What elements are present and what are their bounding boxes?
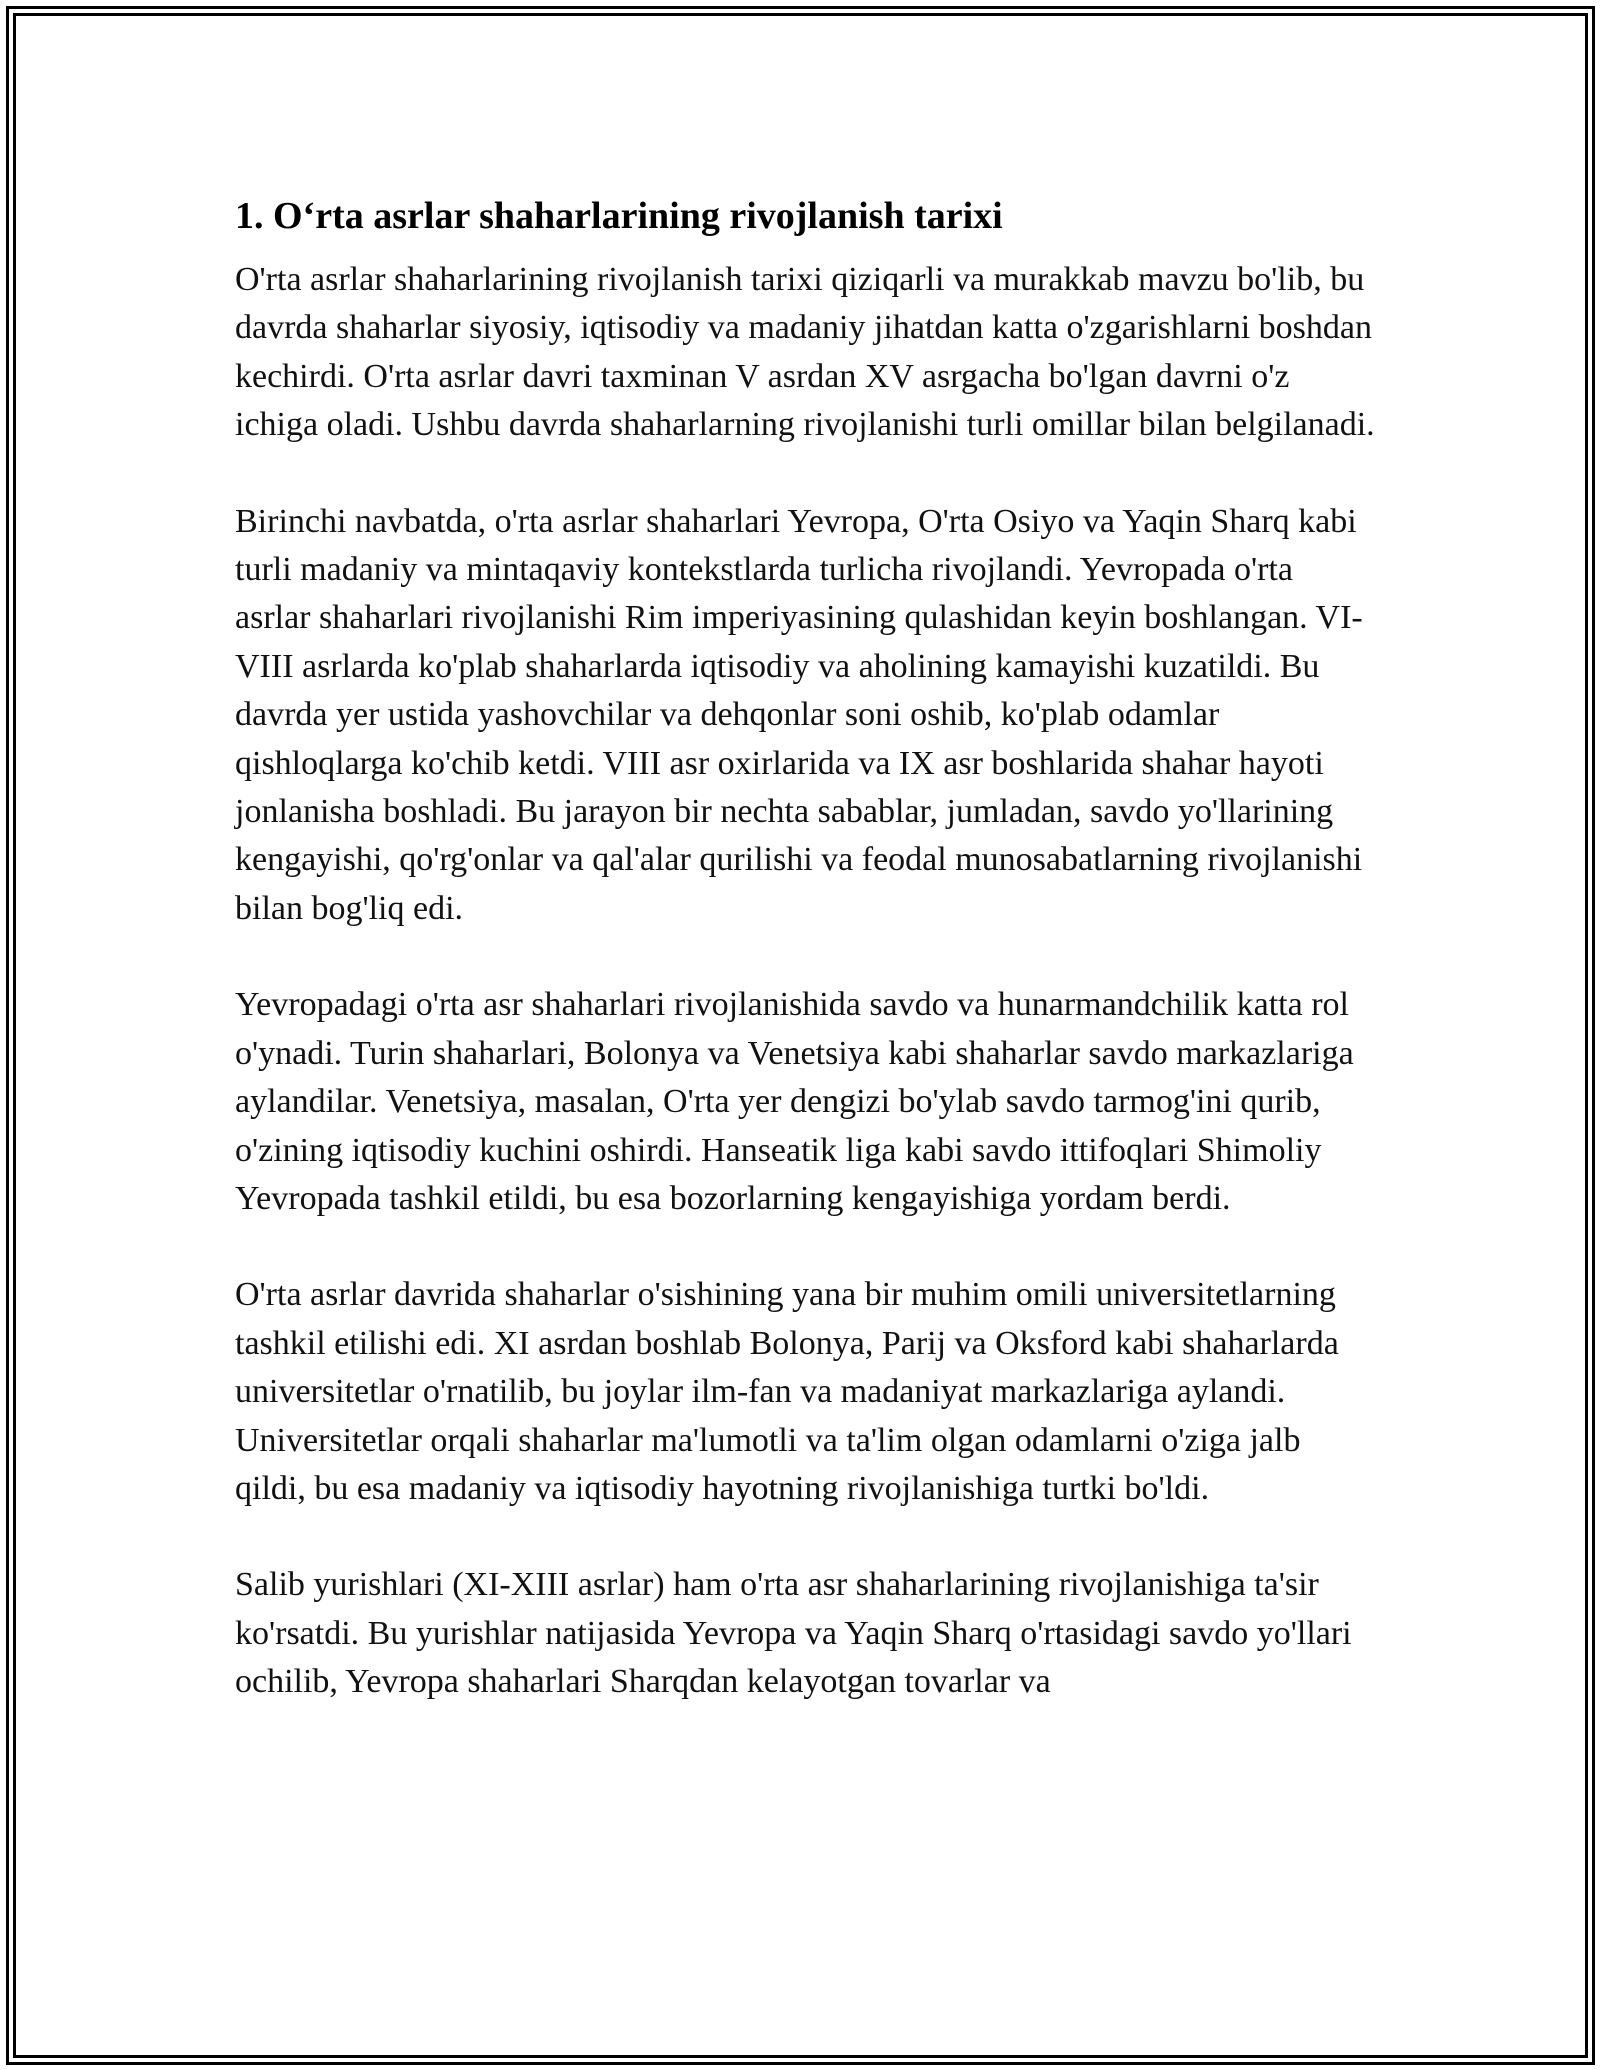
paragraph-3: Yevropadagi o'rta asr shaharlari rivojlanishida savdo va hunarmandchilik katta rol o'ynadi. Turin shaharlari, Bolonya va Venetsiya kabi shaharlar savdo markazlariga aylandilar. Venetsiya, masalan, O'rta yer dengizi bo'ylab savdo tarmog'ini qurib, o'zining iqtisodiy kuchini oshirdi. Hanseatik liga kabi savdo ittifoqlari Shimoliy Yevropada tashkil etildi, bu esa bozorlarning kengayishiga yordam berdi. bbox=[235, 986, 1354, 1217]
section-heading: 1. O‘rta asrlar shaharlarining rivojlanish tarixi bbox=[235, 195, 1003, 237]
paragraph-2: Birinchi navbatda, o'rta asrlar shaharlari Yevropa, O'rta Osiyo va Yaqin Sharq kabi turli madaniy va mintaqaviy kontekstlarda turlicha rivojlandi. Yevropada o'rta asrlar shaharlari rivojlanishi Rim imperiyasining qulashidan keyin boshlangan. VI-VIII asrlarda ko'plab shaharlarda iqtisodiy va aholining kamayishi kuzatildi. Bu davrda yer ustida yashovchilar va dehqonlar soni oshib, ko'plab odamlar qishloqlarga ko'chib ketdi. VIII asr oxirlarida va IX asr boshlarida shahar hayoti jonlanisha boshladi. Bu jarayon bir nechta sabablar, jumladan, savdo yo'llarining kengayishi, qo'rg'onlar va qal'alar qurilishi va feodal munosabatlarning rivojlanishi bilan bog'liq edi. bbox=[235, 502, 1363, 927]
document-body bbox=[235, 188, 1375, 1755]
paragraph-4: O'rta asrlar davrida shaharlar o'sishining yana bir muhim omili universitetlarning tashkil etilishi edi. XI asrdan boshlab Bolonya, Parij va Oksford kabi shaharlarda universitetlar o'rnatilib, bu joylar ilm-fan va madaniyat markazlariga aylandi. Universitetlar orqali shaharlar ma'lumotli va ta'lim olgan odamlarni o'ziga jalb qildi, bu esa madaniy va iqtisodiy hayotning rivojlanishiga turtki bo'ldi. bbox=[235, 1276, 1339, 1507]
paragraph-5: Salib yurishlari (XI-XIII asrlar) ham o'rta asr shaharlarining rivojlanishiga ta'sir ko'rsatdi. Bu yurishlar natijasida Yevropa va Yaqin Sharq o'rtasidagi savdo yo'llari ochilib, Yevropa shaharlari Sharqdan kelayotgan tovarlar va bbox=[235, 1566, 1352, 1701]
paragraph-1: O'rta asrlar shaharlarining rivojlanish tarixi qiziqarli va murakkab mavzu bo'lib, bu davrda shaharlar siyosiy, iqtisodiy va madaniy jihatdan katta o'zgarishlarni boshdan kechirdi. O'rta asrlar davri taxminan V asrdan XV asrgacha bo'lgan davrni o'z ichiga oladi. Ushbu davrda shaharlarning rivojlanishi turli omillar bilan belgilanadi. bbox=[235, 261, 1375, 444]
